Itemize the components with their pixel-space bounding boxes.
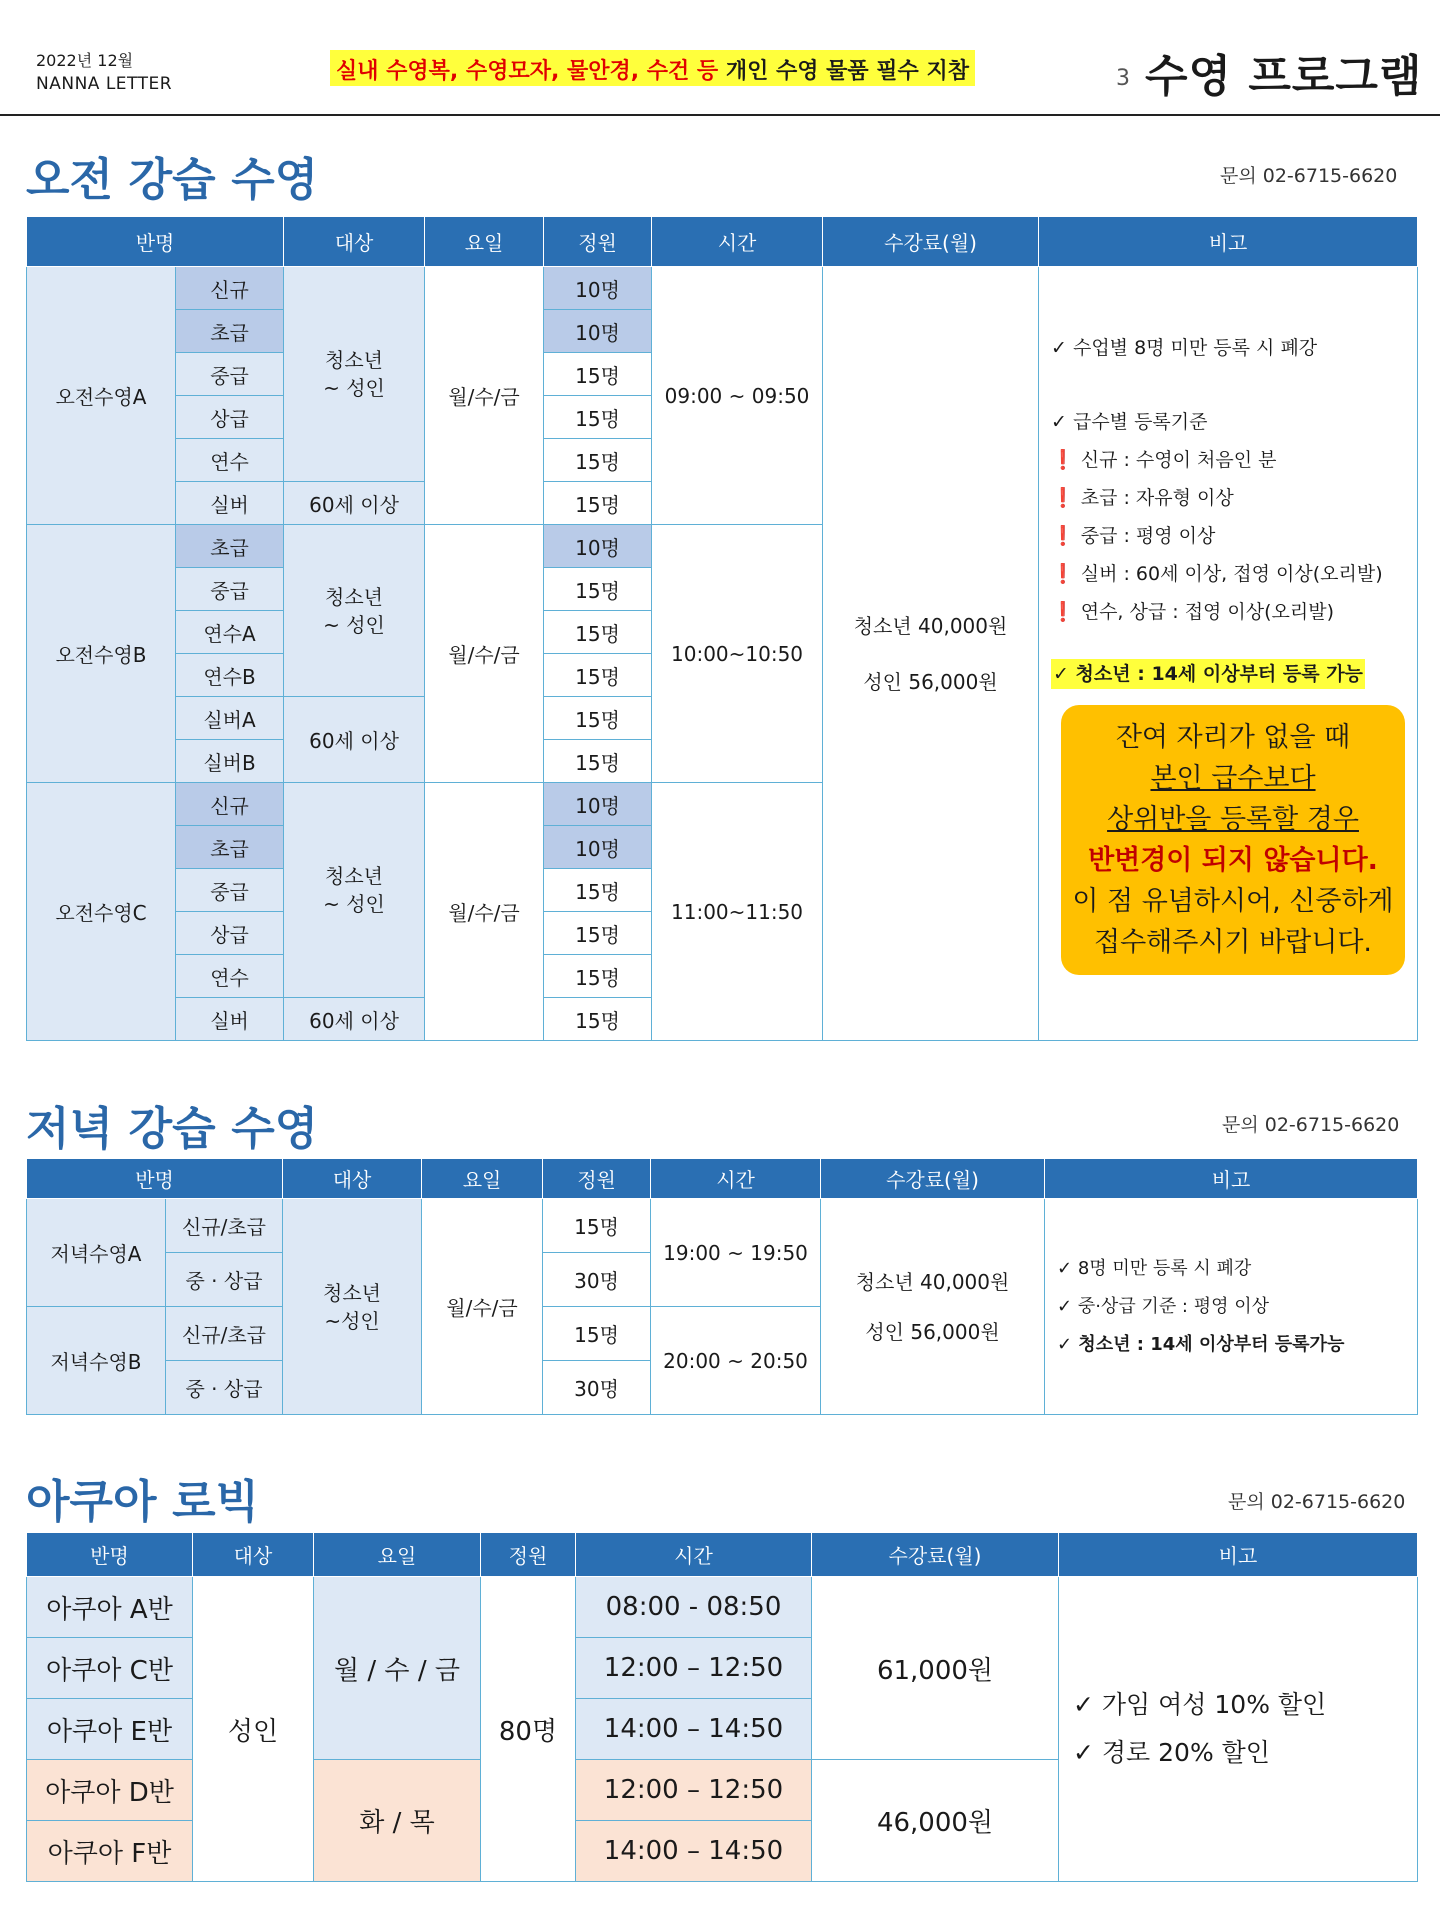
target-youth: 청소년 <box>323 1280 381 1305</box>
class-name: 저녁수영A <box>27 1199 166 1307</box>
note-spacer <box>1051 367 1417 403</box>
col-time: 시간 <box>652 217 823 267</box>
class-name: 저녁수영B <box>27 1307 166 1415</box>
table-row <box>27 1199 1418 1253</box>
class-name: 아쿠아 D반 <box>27 1760 193 1821</box>
note-item: ❗ 연수, 상급 : 접영 이상(오리발) <box>1051 601 1335 623</box>
warning-box <box>1061 705 1405 975</box>
level: 신규/초급 <box>166 1307 283 1361</box>
supplies-notice-text: 개인 수영 물품 필수 지참 <box>718 59 969 84</box>
time: 19:00 ~ 19:50 <box>651 1199 821 1307</box>
days: 월/수/금 <box>425 267 544 525</box>
warning-line: 본인 급수보다 <box>1150 763 1316 794</box>
class-name: 아쿠아 F반 <box>27 1821 193 1882</box>
class-name: 아쿠아 A반 <box>27 1577 193 1638</box>
notes-list <box>1039 329 1417 693</box>
note-item: ❗ 초급 : 자유형 이상 <box>1051 487 1234 509</box>
level: 초급 <box>176 525 284 568</box>
days: 화 / 목 <box>314 1760 481 1882</box>
fee <box>821 1199 1045 1415</box>
youth-age-note: ✓ 청소년 : 14세 이상부터 등록 가능 <box>1051 659 1365 689</box>
level: 신규/초급 <box>166 1199 283 1253</box>
note-item: ✓ 가임 여성 10% 할인 <box>1073 1690 1327 1719</box>
col-capacity: 정원 <box>543 1159 651 1199</box>
target-adult: ~ 성인 <box>323 612 385 637</box>
col-days: 요일 <box>425 217 544 267</box>
capacity: 15명 <box>544 439 652 482</box>
col-class: 반명 <box>27 1159 283 1199</box>
target-youth: 청소년 <box>325 348 383 372</box>
capacity: 30명 <box>543 1361 651 1415</box>
col-fee: 수강료(월) <box>812 1533 1059 1577</box>
page-header <box>0 0 1440 116</box>
level: 연수B <box>176 654 284 697</box>
morning-section-title: 오전 강습 수영 <box>26 153 319 206</box>
capacity: 15명 <box>544 998 652 1041</box>
capacity: 10명 <box>544 826 652 869</box>
fee-adult: 성인 56,000원 <box>863 669 998 694</box>
notes <box>1039 267 1418 1041</box>
notes <box>1045 1199 1418 1415</box>
capacity: 80명 <box>481 1577 576 1882</box>
capacity: 15명 <box>544 697 652 740</box>
warning-line: 상위반을 등록할 경우 <box>1107 804 1359 835</box>
level: 초급 <box>176 826 284 869</box>
days: 월/수/금 <box>425 783 544 1041</box>
evening-contact: 문의 02-6715-6620 <box>1222 1114 1400 1136</box>
note-item: ❗ 실버 : 60세 이상, 접영 이상(오리발) <box>1051 563 1383 585</box>
newsletter-name: NANNA LETTER <box>36 74 173 94</box>
notes-list <box>1045 1250 1417 1364</box>
table-row <box>27 267 1418 310</box>
aqua-section-title: 아쿠아 로빅 <box>26 1475 260 1528</box>
capacity: 15명 <box>544 482 652 525</box>
col-capacity: 정원 <box>544 217 652 267</box>
capacity: 15명 <box>544 654 652 697</box>
time: 08:00 - 08:50 <box>576 1577 812 1638</box>
level: 연수A <box>176 611 284 654</box>
col-note: 비고 <box>1045 1159 1418 1199</box>
level: 실버 <box>176 998 284 1041</box>
capacity: 15명 <box>543 1307 651 1361</box>
time: 12:00 – 12:50 <box>576 1638 812 1699</box>
target-adult: ~ 성인 <box>323 376 385 400</box>
note-item: ❗ 신규 : 수영이 처음인 분 <box>1051 449 1277 471</box>
table-row <box>27 1577 1418 1638</box>
time: 14:00 – 14:50 <box>576 1821 812 1882</box>
level: 상급 <box>176 396 284 439</box>
warning-line: 접수해주시기 바랍니다. <box>1094 927 1373 958</box>
target <box>284 267 425 482</box>
level: 중급 <box>176 353 284 396</box>
target: 성인 <box>193 1577 314 1882</box>
col-days: 요일 <box>314 1533 481 1577</box>
col-fee: 수강료(월) <box>823 217 1039 267</box>
fee: 61,000원 <box>812 1577 1059 1760</box>
col-time: 시간 <box>576 1533 812 1577</box>
level: 상급 <box>176 912 284 955</box>
capacity: 30명 <box>543 1253 651 1307</box>
fee-adult: 성인 56,000원 <box>865 1319 1000 1344</box>
target-youth: 청소년 <box>325 864 383 888</box>
evening-section-title: 저녁 강습 수영 <box>26 1102 319 1155</box>
target-silver: 60세 이상 <box>284 697 425 783</box>
note-item: ❗ 중급 : 평영 이상 <box>1051 525 1216 547</box>
target-adult: ~ 성인 <box>323 892 385 916</box>
capacity: 10명 <box>544 310 652 353</box>
level: 초급 <box>176 310 284 353</box>
capacity: 10명 <box>544 525 652 568</box>
notes-list <box>1059 1681 1417 1777</box>
capacity: 15명 <box>544 912 652 955</box>
note-highlight <box>1051 655 1417 693</box>
warning-emphasis: 반변경이 되지 않습니다. <box>1088 845 1378 876</box>
target-adult: ~성인 <box>324 1308 380 1333</box>
level: 중급 <box>176 869 284 912</box>
newsletter-date: 2022년 12월 <box>36 51 134 70</box>
capacity: 10명 <box>544 783 652 826</box>
supplies-notice-items: 실내 수영복, 수영모자, 물안경, 수건 등 <box>336 59 719 84</box>
capacity: 15명 <box>544 568 652 611</box>
class-name: 오전수영C <box>27 783 176 1041</box>
level: 실버 <box>176 482 284 525</box>
capacity: 15명 <box>544 955 652 998</box>
class-name: 오전수영A <box>27 267 176 525</box>
col-class: 반명 <box>27 217 284 267</box>
days: 월 / 수 / 금 <box>314 1577 481 1760</box>
class-name: 아쿠아 C반 <box>27 1638 193 1699</box>
evening-schedule-table <box>26 1158 1418 1415</box>
note-item: ✓ 급수별 등록기준 <box>1051 411 1208 433</box>
table-header-row <box>27 217 1418 267</box>
target-silver: 60세 이상 <box>284 998 425 1041</box>
page-number: 3 <box>1116 66 1130 91</box>
aqua-schedule-table <box>26 1532 1418 1882</box>
time: 20:00 ~ 20:50 <box>651 1307 821 1415</box>
note-spacer <box>1051 631 1417 655</box>
fee: 46,000원 <box>812 1760 1059 1882</box>
capacity: 15명 <box>544 740 652 783</box>
level: 신규 <box>176 267 284 310</box>
table-header-row <box>27 1159 1418 1199</box>
target-youth: 청소년 <box>325 584 383 609</box>
target <box>283 1199 422 1415</box>
level: 중 · 상급 <box>166 1253 283 1307</box>
col-days: 요일 <box>422 1159 543 1199</box>
time: 12:00 – 12:50 <box>576 1760 812 1821</box>
level: 실버B <box>176 740 284 783</box>
col-note: 비고 <box>1039 217 1418 267</box>
page-title: 수영 프로그램 <box>1145 51 1423 102</box>
capacity: 15명 <box>544 611 652 654</box>
col-class: 반명 <box>27 1533 193 1577</box>
warning-line: 이 점 유념하시어, 신중하게 <box>1072 886 1394 917</box>
col-note: 비고 <box>1059 1533 1418 1577</box>
table-header-row <box>27 1533 1418 1577</box>
fee-youth: 청소년 40,000원 <box>855 1269 1010 1294</box>
capacity: 15명 <box>544 396 652 439</box>
days: 월/수/금 <box>422 1199 543 1415</box>
col-capacity: 정원 <box>481 1533 576 1577</box>
note-item: ✓ 중·상급 기준 : 평영 이상 <box>1057 1295 1269 1317</box>
capacity: 10명 <box>544 267 652 310</box>
level: 신규 <box>176 783 284 826</box>
fee-youth: 청소년 40,000원 <box>853 613 1008 638</box>
target <box>284 525 425 697</box>
notes <box>1059 1577 1418 1882</box>
morning-contact: 문의 02-6715-6620 <box>1220 165 1398 187</box>
note-item: ✓ 청소년 : 14세 이상부터 등록가능 <box>1057 1333 1345 1355</box>
capacity: 15명 <box>544 869 652 912</box>
target <box>284 783 425 998</box>
class-name: 아쿠아 E반 <box>27 1699 193 1760</box>
col-target: 대상 <box>283 1159 422 1199</box>
col-fee: 수강료(월) <box>821 1159 1045 1199</box>
class-name: 오전수영B <box>27 525 176 783</box>
level: 중 · 상급 <box>166 1361 283 1415</box>
level: 중급 <box>176 568 284 611</box>
capacity: 15명 <box>543 1199 651 1253</box>
fee <box>823 267 1039 1041</box>
note-item: ✓ 8명 미만 등록 시 폐강 <box>1057 1257 1252 1279</box>
level: 실버A <box>176 697 284 740</box>
col-target: 대상 <box>284 217 425 267</box>
time: 09:00 ~ 09:50 <box>652 267 823 525</box>
time: 14:00 – 14:50 <box>576 1699 812 1760</box>
aqua-contact: 문의 02-6715-6620 <box>1228 1491 1406 1513</box>
capacity: 15명 <box>544 353 652 396</box>
days: 월/수/금 <box>425 525 544 783</box>
col-target: 대상 <box>193 1533 314 1577</box>
morning-schedule-table <box>26 216 1418 1041</box>
time: 10:00~10:50 <box>652 525 823 783</box>
time: 11:00~11:50 <box>652 783 823 1041</box>
note-item: ✓ 경로 20% 할인 <box>1073 1738 1270 1767</box>
supplies-notice <box>330 50 975 86</box>
level: 연수 <box>176 439 284 482</box>
note-item: ✓ 수업별 8명 미만 등록 시 폐강 <box>1051 337 1318 359</box>
target-silver: 60세 이상 <box>284 482 425 525</box>
col-time: 시간 <box>651 1159 821 1199</box>
level: 연수 <box>176 955 284 998</box>
warning-line: 잔여 자리가 없을 때 <box>1115 722 1351 753</box>
